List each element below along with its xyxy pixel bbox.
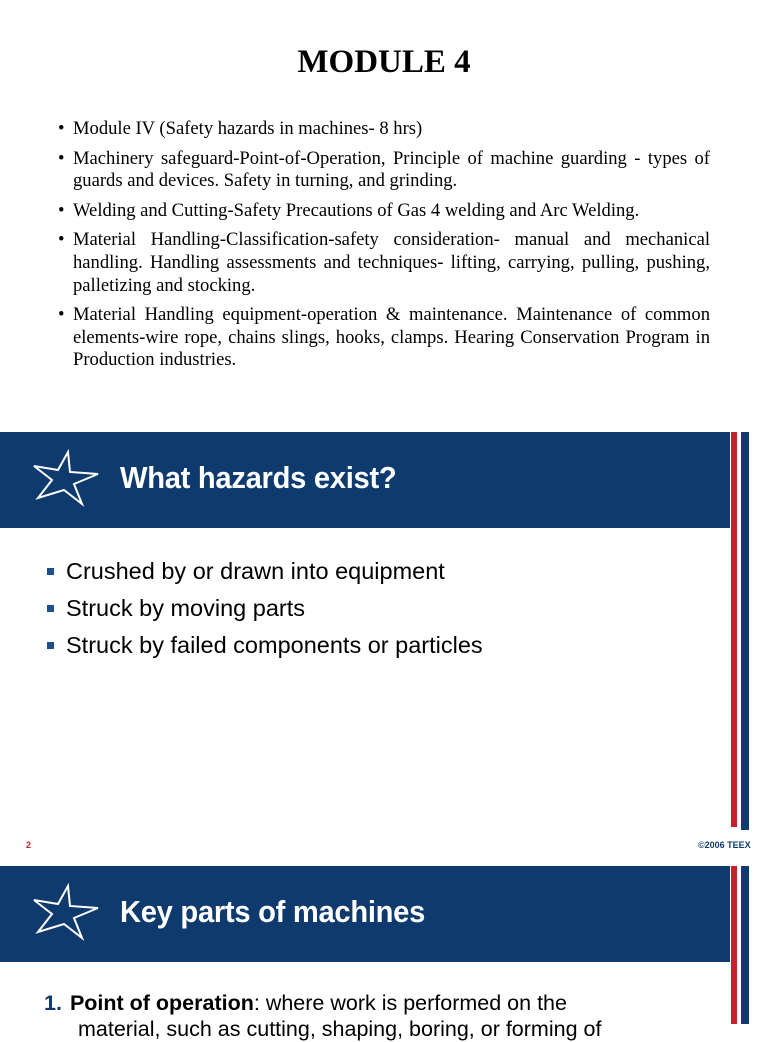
bullet-icon: • bbox=[58, 304, 65, 326]
side-stripe-blue bbox=[741, 866, 749, 1024]
list-item: Crushed by or drawn into equipment bbox=[46, 556, 483, 593]
bullet-icon: • bbox=[58, 229, 65, 251]
square-bullet-icon bbox=[47, 642, 54, 649]
item-term: Point of operation bbox=[69, 991, 254, 1015]
module-topic-list bbox=[58, 118, 710, 379]
copyright-notice: ©2006 TEEX bbox=[698, 840, 751, 850]
star-outline-icon bbox=[32, 884, 100, 940]
list-item: • Material Handling-Classification-safety consideration- manual and mechanical handling. Handling assessments and techniques- lifting, carrying, pulling, pushing, palletizing and stocking. bbox=[58, 229, 710, 296]
square-bullet-icon bbox=[47, 568, 54, 575]
list-item: Struck by moving parts bbox=[46, 593, 483, 630]
list-item: • Machinery safeguard-Point-of-Operation, Principle of machine guarding - types of guards and devices. Safety in turning, and grinding. bbox=[58, 147, 710, 192]
slide-heading: What hazards exist? bbox=[120, 460, 397, 495]
square-bullet-icon bbox=[47, 605, 54, 612]
bullet-icon: • bbox=[58, 118, 65, 139]
slide-heading: Key parts of machines bbox=[120, 894, 426, 929]
bullet-icon: • bbox=[58, 199, 65, 221]
hazard-list bbox=[46, 556, 483, 667]
module-page bbox=[0, 0, 768, 432]
slide-number: 2 bbox=[26, 840, 32, 850]
item-text: : where work is performed on the bbox=[253, 991, 567, 1015]
slide-what-hazards bbox=[0, 432, 768, 860]
bullet-icon: • bbox=[58, 147, 65, 169]
item-number: 1. bbox=[44, 991, 62, 1015]
page-title: MODULE 4 bbox=[297, 44, 471, 80]
list-item: • Material Handling equipment-operation & maintenance. Maintenance of common elements-wire rope, chains slings, hooks, clamps. Hearing Conservation Program in Production industries. bbox=[58, 304, 710, 371]
side-stripe-blue bbox=[741, 432, 749, 830]
side-stripe-red bbox=[731, 432, 737, 827]
star-outline-icon bbox=[32, 450, 100, 506]
item-continuation: material, such as cutting, shaping, boring, or forming of bbox=[78, 1017, 602, 1041]
slide-header bbox=[0, 866, 730, 962]
numbered-item bbox=[44, 990, 724, 1016]
list-item: Struck by failed components or particles bbox=[46, 630, 483, 667]
side-stripe-red bbox=[731, 866, 737, 1024]
list-item: • Welding and Cutting-Safety Precautions of Gas 4 welding and Arc Welding. bbox=[58, 199, 640, 221]
list-item: • Module IV (Safety hazards in machines- 8 hrs) bbox=[58, 118, 423, 139]
slide-header bbox=[0, 432, 730, 528]
slide-key-parts bbox=[0, 866, 768, 1041]
